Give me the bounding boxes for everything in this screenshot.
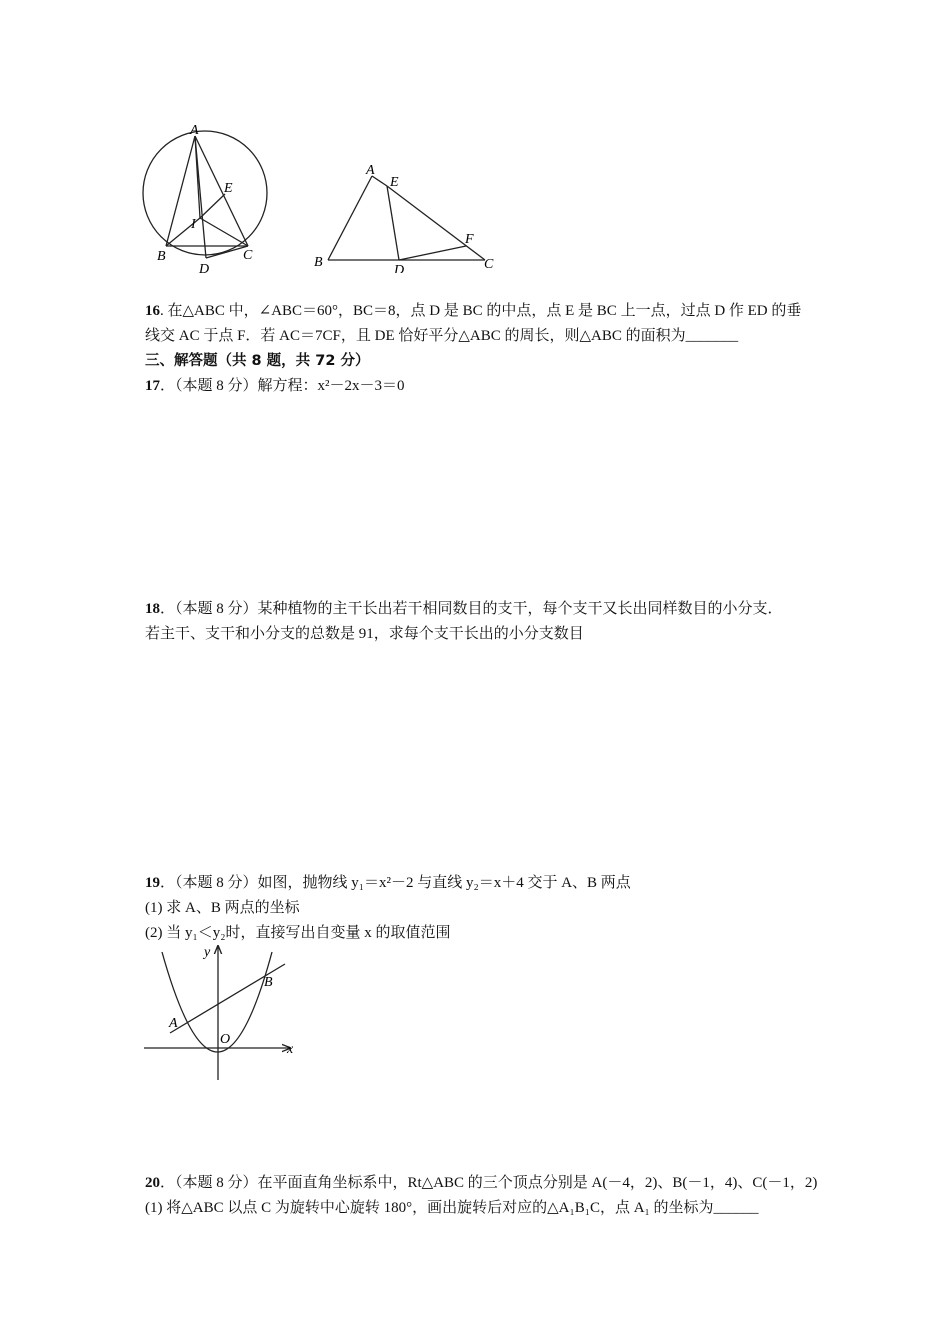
q17-text: ．（本题 8 分）解方程：x²－2x－3＝0: [160, 378, 405, 394]
q19-number: 19: [145, 875, 160, 891]
q19-line3: (2) 当 y₁＜y₂时，直接写出自变量 x 的取值范围: [145, 925, 451, 941]
label-A: A: [169, 1016, 178, 1031]
label-F: F: [465, 232, 474, 247]
q20-text1: ．（本题 8 分）在平面直角坐标系中，Rt△ABC 的三个顶点分别是 A(－4，2)、B(－1，4)、C(－1，2): [160, 1175, 818, 1191]
label-D: D: [394, 263, 405, 273]
label-C: C: [243, 248, 253, 263]
q17-number: 17: [145, 378, 160, 394]
label-y: y: [204, 945, 211, 960]
label-A: A: [190, 123, 199, 138]
q17-line: [145, 376, 405, 396]
label-D: D: [199, 262, 210, 277]
q16-number: 16: [145, 303, 160, 319]
label-E: E: [224, 181, 233, 196]
q19-line2: (1) 求 A、B 两点的坐标: [145, 900, 300, 916]
q20-line2: (1) 将△ABC 以点 C 为旋转中心旋转 180°，画出旋转后对应的△A₁B₁C，点 A₁ 的坐标为______: [145, 1200, 759, 1216]
q18-text1: ．（本题 8 分）某种植物的主干长出若干相同数目的支干，每个支干又长出同样数目的小分支．: [160, 601, 783, 617]
figure-circle-triangle: [130, 118, 280, 278]
q18-number: 18: [145, 601, 160, 617]
q16-line1: [145, 301, 801, 321]
label-C: C: [484, 257, 494, 272]
label-E: E: [390, 175, 399, 190]
label-B: B: [314, 255, 323, 270]
parabola-curve: [162, 952, 272, 1052]
section-heading: 三、解答题（共 8 题，共 72 分）: [145, 353, 370, 369]
q20-number: 20: [145, 1175, 160, 1191]
label-I: I: [191, 217, 196, 232]
q16-text1: . 在△ABC 中，∠ABC＝60°，BC＝8，点 D 是 BC 的中点，点 E 是 BC 上一点，过点 D 作 ED 的垂: [160, 303, 802, 319]
q18-line2: 若主干、支干和小分支的总数是 91，求每个支干长出的小分支数目: [145, 626, 584, 642]
label-O: O: [220, 1032, 231, 1047]
label-B: B: [157, 249, 166, 264]
label-x: x: [287, 1042, 294, 1057]
q16-line2: 线交 AC 于点 F．若 AC＝7CF，且 DE 恰好平分△ABC 的周长，则△ABC 的面积为_______: [145, 328, 739, 344]
circumcircle: [143, 131, 267, 255]
figure-parabola: [140, 940, 305, 1085]
q19-line1: [145, 873, 631, 893]
figure-triangle: [310, 158, 510, 273]
label-B: B: [264, 975, 273, 990]
q20-line1: [145, 1173, 817, 1193]
q19-text1: ．（本题 8 分）如图，抛物线 y₁＝x²－2 与直线 y₂＝x＋4 交于 A、B 两点: [160, 875, 631, 891]
q18-line1: [145, 599, 783, 619]
label-A: A: [366, 163, 375, 178]
